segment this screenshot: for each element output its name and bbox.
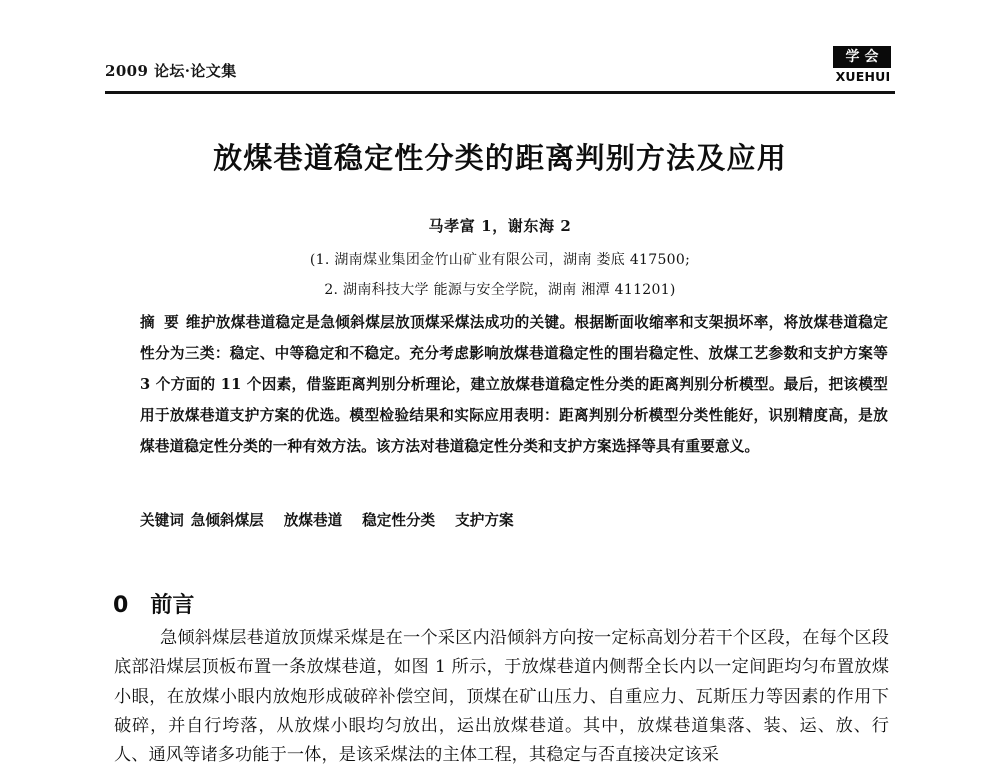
section-heading [113,588,194,619]
logo-wordmark: XUEHUI [835,69,891,84]
publisher-logo [833,46,893,84]
keywords-block [140,508,888,534]
keyword-item: 支护方案 [455,512,514,529]
affiliation-line-2: 2. 湖南科技大学 能源与安全学院，湖南 湘潭 411201) [324,282,676,298]
abstract-block [140,307,888,462]
keywords-label: 关键词 [140,512,184,529]
page-title: 放煤巷道稳定性分类的距离判别方法及应用 [213,141,787,175]
abstract-label: 摘 要 [140,314,181,331]
affiliation-line-1: (1. 湖南煤业集团金竹山矿业有限公司，湖南 娄底 417500; [309,252,691,268]
section-title: 前言 [150,593,195,618]
running-title: 2009 论坛·论文集 [105,62,237,80]
header-divider [105,91,895,94]
keyword-item: 放煤巷道 [283,512,343,529]
page-header [105,46,895,94]
keyword-item: 稳定性分类 [362,512,436,529]
section-paragraph: 急倾斜煤层巷道放顶煤采煤是在一个采区内沿倾斜方向按一定标高划分若干个区段，在每个区段底部沿煤层顶板布置一条放煤巷道，如图 1 所示，于放煤巷道内侧帮全长内以一定间距均匀布置放煤小眼，在放煤小眼内放炮形成破碎补偿空间，顶煤在矿山压力、自重应力、瓦斯压力等因素的作用下破碎，并自行垮落，从放煤小眼均匀放出，运出放煤巷道。其中，放煤巷道集落、装、运、放、行人、通风等诸多功能于一体，是该采煤法的主体工程，其稳定与否直接决定该采 [114,628,889,766]
keyword-item: 急倾斜煤层 [190,512,264,529]
author-line: 马孝富 1，谢东海 2 [428,217,572,235]
xuehui-mark-icon: 学会 [833,46,891,68]
section-number: 0 [113,593,129,618]
abstract-text: 维护放煤巷道稳定是急倾斜煤层放顶煤采煤法成功的关键。根据断面收缩率和支架损坏率，将放煤巷道稳定性分为三类：稳定、中等稳定和不稳定。充分考虑影响放煤巷道稳定性的围岩稳定性、放煤工艺参数和支护方案等 3 个方面的 11 个因素，借鉴距离判别分析理论，建立放煤巷道稳定性分类的距离判别分析模型。最后，把该模型用于放煤巷道支护方案的优选。模型检验结果和实际应用表明：距离判别分析模型分类性能好，识别精度高，是放煤巷道稳定性分类的一种有效方法。该方法对巷道稳定性分类和支护方案选择等具有重要意义。 [140,314,888,455]
